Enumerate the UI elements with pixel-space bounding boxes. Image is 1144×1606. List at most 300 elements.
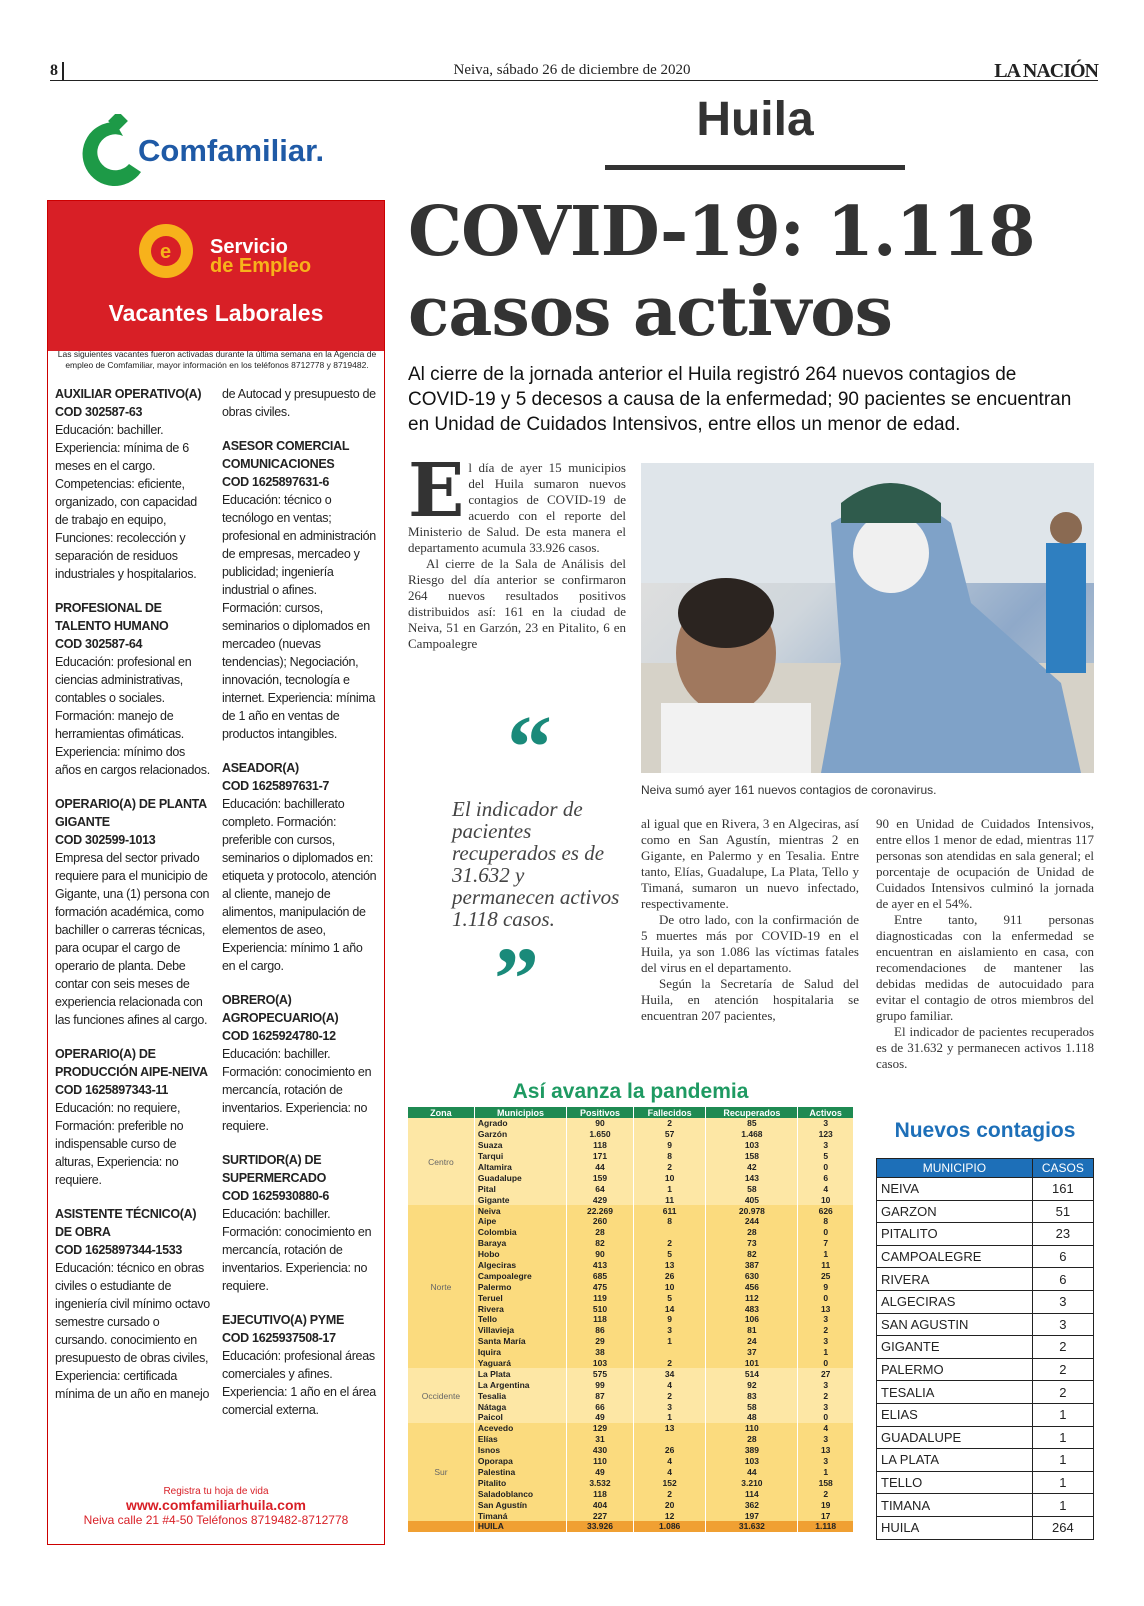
value-cell: 0 <box>798 1412 854 1423</box>
value-cell: 28 <box>567 1227 634 1238</box>
municipio-cell: Isnos <box>474 1445 566 1456</box>
value-cell: 29 <box>567 1336 634 1347</box>
value-cell: 20.978 <box>706 1205 798 1216</box>
municipio-cell: Gigante <box>474 1194 566 1205</box>
municipio-cell: Baraya <box>474 1238 566 1249</box>
value-cell: 9 <box>633 1140 706 1151</box>
table-header-row <box>877 1159 1094 1178</box>
job-code: COD 1625897344-1533 <box>55 1243 183 1257</box>
value-cell: 3 <box>798 1379 854 1390</box>
ad-title: Vacantes Laborales <box>108 300 324 326</box>
municipio-cell: Campoalegre <box>474 1270 566 1281</box>
value-cell: 2 <box>798 1325 854 1336</box>
job-title: OPERARIO(A) DE PLANTA GIGANTE <box>55 797 207 829</box>
table-row <box>408 1379 854 1390</box>
municipio-cell: La Plata <box>474 1368 566 1379</box>
value-cell: 8 <box>798 1216 854 1227</box>
municipio-cell: CAMPOALEGRE <box>877 1245 1033 1268</box>
table-row <box>408 1238 854 1249</box>
municipio-cell: TIMANA <box>877 1494 1033 1517</box>
municipio-cell: RIVERA <box>877 1268 1033 1291</box>
value-cell: 3 <box>798 1336 854 1347</box>
municipio-cell: Santa María <box>474 1336 566 1347</box>
job-title: AUXILIAR OPERATIVO(A) <box>55 387 202 401</box>
ad-footer-cta: Registra tu hoja de vida <box>163 1486 269 1497</box>
value-cell: 2 <box>798 1390 854 1401</box>
table-row <box>408 1292 854 1303</box>
value-cell: 24 <box>706 1336 798 1347</box>
value-cell: 38 <box>567 1347 634 1358</box>
job-listing <box>55 599 213 779</box>
masthead-logo: LA NACIÓN <box>994 60 1098 82</box>
municipio-cell: Palestina <box>474 1467 566 1478</box>
table-row <box>408 1423 854 1434</box>
table-row <box>877 1426 1094 1449</box>
value-cell: 630 <box>706 1270 798 1281</box>
value-cell: 456 <box>706 1281 798 1292</box>
municipio-cell: GARZON <box>877 1200 1033 1223</box>
job-listing <box>55 795 213 1029</box>
job-listing <box>222 1311 378 1419</box>
municipio-cell: Pital <box>474 1183 566 1194</box>
municipio-cell: Colombia <box>474 1227 566 1238</box>
value-cell: 158 <box>798 1477 854 1488</box>
value-cell: 101 <box>706 1358 798 1369</box>
job-code: COD 1625930880-6 <box>222 1189 330 1203</box>
drop-cap: E <box>408 448 465 534</box>
value-cell: 81 <box>706 1325 798 1336</box>
value-cell: 413 <box>567 1260 634 1271</box>
municipio-cell: Rivera <box>474 1303 566 1314</box>
value-cell: 3 <box>633 1325 706 1336</box>
value-cell: 685 <box>567 1270 634 1281</box>
value-cell: 37 <box>706 1347 798 1358</box>
job-code: COD 1625937508-17 <box>222 1331 336 1345</box>
municipio-cell: Aipe <box>474 1216 566 1227</box>
job-description: Educación: bachiller. Experiencia: mínima de 6 meses en el cargo. Competencias: eficiente, organizado, con capacidad de trabajo en equipo, Funciones: recolección y separación de residuos industriales y hospitalarios. <box>55 423 197 581</box>
municipio-cell: Teruel <box>474 1292 566 1303</box>
value-cell: 123 <box>798 1129 854 1140</box>
table-row <box>877 1336 1094 1359</box>
table-row <box>408 1216 854 1227</box>
municipio-cell: Paicol <box>474 1412 566 1423</box>
cases-cell: 6 <box>1032 1268 1093 1291</box>
municipio-cell: Tello <box>474 1314 566 1325</box>
value-cell: 2 <box>798 1488 854 1499</box>
municipio-cell: PALERMO <box>877 1358 1033 1381</box>
value-cell: 244 <box>706 1216 798 1227</box>
table-row <box>408 1227 854 1238</box>
cases-cell: 1 <box>1032 1471 1093 1494</box>
value-cell: 11 <box>633 1194 706 1205</box>
value-cell: 10 <box>798 1194 854 1205</box>
municipio-cell: SAN AGUSTIN <box>877 1313 1033 1336</box>
job-description: Educación: profesional en ciencias administrativas, contables o sociales. Formación: manejo de herramientas ofimáticas. Experiencia: mínimo dos años en cargos relacionados. <box>55 655 210 777</box>
cases-cell: 264 <box>1032 1516 1093 1539</box>
value-cell <box>633 1227 706 1238</box>
job-listing <box>222 437 378 743</box>
value-cell: 0 <box>798 1292 854 1303</box>
value-cell: 626 <box>798 1205 854 1216</box>
ad-column-1 <box>55 385 213 1419</box>
value-cell: 44 <box>706 1467 798 1478</box>
value-cell: 92 <box>706 1379 798 1390</box>
value-cell: 5 <box>798 1151 854 1162</box>
municipio-cell: Timaná <box>474 1510 566 1521</box>
pull-quote-text: El indicador de pacientes recuperados es de 31.632 y permanecen activos 1.118 casos. <box>452 797 620 931</box>
value-cell: 106 <box>706 1314 798 1325</box>
municipio-cell: Villavieja <box>474 1325 566 1336</box>
body-paragraph: al igual que en Rivera, 3 en Algeciras, así como en San Agustín, mientras 2 en Gigante, en Palermo y en Tesalia. Entre tanto, Elías, Guadalupe, La Plata, Tello y Timaná, sumaron un nuevo infectado, respectivamente. <box>641 816 859 911</box>
value-cell: 4 <box>633 1379 706 1390</box>
body-column-2 <box>641 816 859 1024</box>
table-row <box>408 1260 854 1271</box>
municipio-cell: Pitalito <box>474 1477 566 1488</box>
table-row <box>408 1434 854 1445</box>
municipio-cell: Suaza <box>474 1140 566 1151</box>
comfamiliar-brand: Comfamiliar. <box>138 133 325 168</box>
table-row <box>877 1516 1094 1539</box>
value-cell: 3 <box>798 1140 854 1151</box>
table-row <box>877 1471 1094 1494</box>
dateline: Neiva, sábado 26 de diciembre de 2020 <box>453 62 691 78</box>
value-cell: 3 <box>798 1314 854 1325</box>
table-row <box>408 1510 854 1521</box>
job-title: PROFESIONAL DE TALENTO HUMANO <box>55 601 169 633</box>
job-listing <box>55 385 213 583</box>
value-cell: 20 <box>633 1499 706 1510</box>
job-listing <box>222 759 378 975</box>
value-cell: 118 <box>567 1140 634 1151</box>
value-cell: 26 <box>633 1270 706 1281</box>
value-cell: 28 <box>706 1227 798 1238</box>
table-row <box>408 1467 854 1478</box>
municipio-cell: HUILA <box>877 1516 1033 1539</box>
value-cell: 171 <box>567 1151 634 1162</box>
cases-cell: 1 <box>1032 1494 1093 1517</box>
value-cell: 42 <box>706 1162 798 1173</box>
body-paragraph: De otro lado, con la confirmación de 5 muertes más por COVID-19 en el Huila, ya son 1.086 las víctimas fatales del virus en el departamento. <box>641 912 859 975</box>
table-row <box>408 1194 854 1205</box>
job-listing <box>55 1045 213 1189</box>
cases-cell: 1 <box>1032 1403 1093 1426</box>
municipio-cell: Altamira <box>474 1162 566 1173</box>
close-quote-icon: ” <box>494 930 539 1029</box>
table-row <box>408 1303 854 1314</box>
value-cell: 2 <box>633 1118 706 1129</box>
table-row <box>877 1449 1094 1472</box>
value-cell: 3 <box>798 1401 854 1412</box>
job-code: COD 302587-63 <box>55 405 143 419</box>
value-cell: 227 <box>567 1510 634 1521</box>
table-row <box>408 1151 854 1162</box>
value-cell: 12 <box>633 1510 706 1521</box>
municipio-cell: ELIAS <box>877 1403 1033 1426</box>
job-description: Educación: profesional áreas comerciales y afines. Experiencia: 1 año en el área comercial externa. <box>222 1349 376 1417</box>
cases-cell: 2 <box>1032 1381 1093 1404</box>
total-value: 1.086 <box>633 1521 706 1532</box>
cases-cell: 3 <box>1032 1313 1093 1336</box>
job-description: Educación: no requiere, Formación: preferible no indispensable curso de alturas, Experiencia: no requiere. <box>55 1101 184 1187</box>
table-row <box>877 1358 1094 1381</box>
value-cell: 158 <box>706 1151 798 1162</box>
value-cell: 49 <box>567 1412 634 1423</box>
job-listing <box>222 991 378 1135</box>
table-row <box>408 1270 854 1281</box>
municipio-cell: Neiva <box>474 1205 566 1216</box>
value-cell: 28 <box>706 1434 798 1445</box>
job-code: COD 302587-64 <box>55 637 143 651</box>
body-paragraph: Al cierre de la Sala de Análisis del Riesgo del día anterior se confirmaron 264 nuevos resultados positivos distribuidos así: 161 en la ciudad de Neiva, 51 en Garzón, 23 en Pitalito, 6 en Campoalegre <box>408 556 626 651</box>
section-title: Huila <box>696 93 814 146</box>
zone-cell: Sur <box>408 1423 474 1521</box>
value-cell: 260 <box>567 1216 634 1227</box>
value-cell: 58 <box>706 1183 798 1194</box>
municipio-cell: Nátaga <box>474 1401 566 1412</box>
value-cell: 611 <box>633 1205 706 1216</box>
municipio-cell: Guadalupe <box>474 1172 566 1183</box>
open-quote-icon: “ <box>507 698 552 797</box>
ad-col2-lead: de Autocad y presupuesto de obras civiles. <box>222 387 376 419</box>
value-cell: 129 <box>567 1423 634 1434</box>
table-row <box>408 1390 854 1401</box>
value-cell: 1.468 <box>706 1129 798 1140</box>
value-cell: 387 <box>706 1260 798 1271</box>
municipio-cell: Algeciras <box>474 1260 566 1271</box>
job-listing <box>55 1205 213 1403</box>
value-cell: 90 <box>567 1118 634 1129</box>
value-cell: 57 <box>633 1129 706 1140</box>
lead-paragraph: Al cierre de la jornada anterior el Huila registró 264 nuevos contagios de COVID-19 y 5 decesos a causa de la enfermedad; 90 pacientes se encuentran en Unidad de Cuidados Intensivos, entre ellos un menor de edad. <box>408 364 1072 435</box>
ad-footer-address: Neiva calle 21 #4-50 Teléfonos 8719482-8712778 <box>83 1513 349 1527</box>
value-cell: 5 <box>633 1249 706 1260</box>
table-row <box>408 1401 854 1412</box>
value-cell: 1 <box>633 1412 706 1423</box>
body-paragraph: 90 en Unidad de Cuidados Intensivos, entre ellos 1 menor de edad, mientras 117 personas son atendidas en sala general; el porcentaje de ocupación de Unidad de Cuidados Intensivos culminó la jornada de ayer en el 54%. <box>876 816 1094 911</box>
value-cell: 483 <box>706 1303 798 1314</box>
total-value: 1.118 <box>798 1521 854 1532</box>
value-cell: 430 <box>567 1445 634 1456</box>
value-cell: 1 <box>633 1336 706 1347</box>
table-row <box>877 1178 1094 1201</box>
body-paragraph: Entre tanto, 911 personas diagnosticadas con la enfermedad se encuentran en aislamiento en casa, con recomendaciones de mantener las debidas medidas de autocuidado para evitar el contagio de otros miembros del grupo familiar. <box>876 912 1094 1023</box>
column-header: Municipios <box>474 1107 566 1118</box>
health-worker-swab-image <box>641 463 1094 773</box>
pandemic-table <box>408 1107 854 1532</box>
header-rule <box>50 80 1098 81</box>
table-row <box>408 1347 854 1358</box>
column-header: Fallecidos <box>633 1107 706 1118</box>
value-cell: 9 <box>633 1314 706 1325</box>
table-row <box>408 1205 854 1216</box>
value-cell: 34 <box>633 1368 706 1379</box>
value-cell: 2 <box>633 1488 706 1499</box>
municipio-cell: TESALIA <box>877 1381 1033 1404</box>
municipio-cell: PITALITO <box>877 1223 1033 1246</box>
value-cell: 2 <box>633 1238 706 1249</box>
table-row <box>408 1477 854 1488</box>
value-cell: 404 <box>567 1499 634 1510</box>
table-header-row <box>408 1107 854 1118</box>
value-cell: 1 <box>798 1467 854 1478</box>
value-cell: 48 <box>706 1412 798 1423</box>
zone-cell: Norte <box>408 1205 474 1368</box>
municipio-cell: Agrado <box>474 1118 566 1129</box>
job-code: COD 1625924780-12 <box>222 1029 336 1043</box>
value-cell: 44 <box>567 1162 634 1173</box>
table-row <box>408 1358 854 1369</box>
table-row <box>408 1336 854 1347</box>
value-cell: 4 <box>633 1456 706 1467</box>
value-cell: 2 <box>633 1390 706 1401</box>
table-row <box>408 1249 854 1260</box>
value-cell: 8 <box>633 1216 706 1227</box>
value-cell: 362 <box>706 1499 798 1510</box>
body-paragraph: Según la Secretaría de Salud del Huila, en atención hospitalaria se encuentran 207 pacientes, <box>641 976 859 1023</box>
job-description: Empresa del sector privado requiere para el municipio de Gigante, una (1) persona con formación académica, como bachiller o carreras técnicas, para ocupar el cargo de operario de planta. Debe contar con seis meses de experiencia relacionada con las funciones afines al cargo. <box>55 851 210 1027</box>
value-cell: 14 <box>633 1303 706 1314</box>
value-cell: 110 <box>567 1456 634 1467</box>
table-row <box>408 1183 854 1194</box>
job-description: Educación: técnico o tecnólogo en ventas; profesional en administración de empresas, mercadeo y publicidad; ingeniería industrial o afines. Formación: cursos, seminarios o diplomados en mercadeo (nuevas tendencias); Negociación, innovación, tecnología e internet. Experiencia: mínima de 1 año en ventas de productos intangibles. <box>222 493 376 741</box>
table-row <box>877 1313 1094 1336</box>
value-cell: 73 <box>706 1238 798 1249</box>
municipio-cell: Tesalia <box>474 1390 566 1401</box>
value-cell: 13 <box>798 1445 854 1456</box>
municipio-cell: Yaguará <box>474 1358 566 1369</box>
ad-footer-url[interactable]: www.comfamiliarhuila.com <box>126 1497 306 1513</box>
value-cell: 0 <box>798 1162 854 1173</box>
municipio-cell: NEIVA <box>877 1178 1033 1201</box>
value-cell: 26 <box>633 1445 706 1456</box>
table-row <box>877 1494 1094 1517</box>
value-cell: 4 <box>798 1183 854 1194</box>
municipio-cell: Tarqui <box>474 1151 566 1162</box>
new-cases-title: Nuevos contagios <box>894 1119 1076 1142</box>
table-row <box>877 1403 1094 1426</box>
table-row <box>408 1412 854 1423</box>
value-cell: 114 <box>706 1488 798 1499</box>
cases-cell: 3 <box>1032 1290 1093 1313</box>
value-cell: 83 <box>706 1390 798 1401</box>
value-cell: 3.210 <box>706 1477 798 1488</box>
value-cell: 110 <box>706 1423 798 1434</box>
municipio-cell: ALGECIRAS <box>877 1290 1033 1313</box>
value-cell: 66 <box>567 1401 634 1412</box>
value-cell: 152 <box>633 1477 706 1488</box>
ad-intro: Las siguientes vacantes fueron activadas durante la última semana en la Agencia de empleo de Comfamiliar, mayor información en los teléfonos 8712778 y 8719482. <box>57 349 377 370</box>
value-cell: 13 <box>633 1423 706 1434</box>
column-header: Positivos <box>567 1107 634 1118</box>
value-cell: 13 <box>798 1303 854 1314</box>
table-row <box>408 1281 854 1292</box>
value-cell: 575 <box>567 1368 634 1379</box>
servicio-empleo-icon <box>136 223 198 285</box>
table-row <box>408 1488 854 1499</box>
table-row <box>408 1140 854 1151</box>
ad-column-2 <box>222 385 378 1435</box>
job-title: SURTIDOR(A) DE SUPERMERCADO <box>222 1153 327 1185</box>
column-header: CASOS <box>1032 1159 1093 1178</box>
cases-cell: 161 <box>1032 1178 1093 1201</box>
pull-quote <box>452 698 622 1029</box>
cases-cell: 1 <box>1032 1449 1093 1472</box>
table-row <box>408 1162 854 1173</box>
municipio-cell: Garzón <box>474 1129 566 1140</box>
value-cell: 58 <box>706 1401 798 1412</box>
value-cell: 143 <box>706 1172 798 1183</box>
body-paragraph: El indicador de pacientes recuperados es de 31.632 y permanecen activos 1.118 casos. <box>876 1024 1094 1071</box>
body-column-3 <box>876 816 1094 1072</box>
column-header: Activos <box>798 1107 854 1118</box>
total-row <box>408 1521 854 1532</box>
table-row <box>877 1245 1094 1268</box>
value-cell: 90 <box>567 1249 634 1260</box>
job-title: OPERARIO(A) DE PRODUCCIÓN AIPE-NEIVA <box>55 1047 208 1079</box>
job-code: COD 1625897631-7 <box>222 779 330 793</box>
zone-cell: Occidente <box>408 1368 474 1422</box>
column-header: MUNICIPIO <box>877 1159 1033 1178</box>
municipio-cell: Saladoblanco <box>474 1488 566 1499</box>
cases-cell: 1 <box>1032 1426 1093 1449</box>
value-cell: 19 <box>798 1499 854 1510</box>
municipio-cell: Iquira <box>474 1347 566 1358</box>
value-cell: 10 <box>633 1281 706 1292</box>
value-cell: 2 <box>633 1162 706 1173</box>
value-cell: 64 <box>567 1183 634 1194</box>
table-row <box>408 1172 854 1183</box>
value-cell: 118 <box>567 1314 634 1325</box>
value-cell: 510 <box>567 1303 634 1314</box>
headline: COVID-19: 1.118 casos activos <box>408 192 1035 352</box>
job-code: COD 1625897631-6 <box>222 475 330 489</box>
job-code: COD 1625897343-11 <box>55 1083 169 1097</box>
value-cell: 4 <box>798 1423 854 1434</box>
value-cell: 22.269 <box>567 1205 634 1216</box>
value-cell: 27 <box>798 1368 854 1379</box>
cases-cell: 2 <box>1032 1336 1093 1359</box>
value-cell: 0 <box>798 1227 854 1238</box>
body-column-1 <box>408 448 626 652</box>
value-cell: 85 <box>706 1118 798 1129</box>
job-description: Educación: bachillerato completo. Formación: preferible con cursos, seminarios o diplomados en: etiqueta y protocolo, atención al cliente, manejo de alimentos, manipulación de elementos de aseo, Experiencia: mínimo 1 año en el cargo. <box>222 797 377 973</box>
total-value: 31.632 <box>706 1521 798 1532</box>
municipio-cell: GUADALUPE <box>877 1426 1033 1449</box>
job-listing <box>222 1151 378 1295</box>
municipio-cell: LA PLATA <box>877 1449 1033 1472</box>
value-cell: 6 <box>798 1172 854 1183</box>
value-cell: 2 <box>633 1358 706 1369</box>
municipio-cell: Acevedo <box>474 1423 566 1434</box>
table-row <box>408 1129 854 1140</box>
value-cell: 82 <box>567 1238 634 1249</box>
value-cell: 5 <box>633 1292 706 1303</box>
cases-cell: 51 <box>1032 1200 1093 1223</box>
job-title: EJECUTIVO(A) PYME <box>222 1313 344 1327</box>
value-cell: 99 <box>567 1379 634 1390</box>
cases-cell: 23 <box>1032 1223 1093 1246</box>
value-cell: 10 <box>633 1172 706 1183</box>
value-cell: 0 <box>798 1358 854 1369</box>
new-cases-table <box>876 1158 1094 1540</box>
value-cell: 103 <box>706 1140 798 1151</box>
column-header: Recuperados <box>706 1107 798 1118</box>
value-cell: 3.532 <box>567 1477 634 1488</box>
svg-text:e: e <box>160 241 172 263</box>
municipio-cell: La Argentina <box>474 1379 566 1390</box>
value-cell: 103 <box>706 1456 798 1467</box>
value-cell: 87 <box>567 1390 634 1401</box>
